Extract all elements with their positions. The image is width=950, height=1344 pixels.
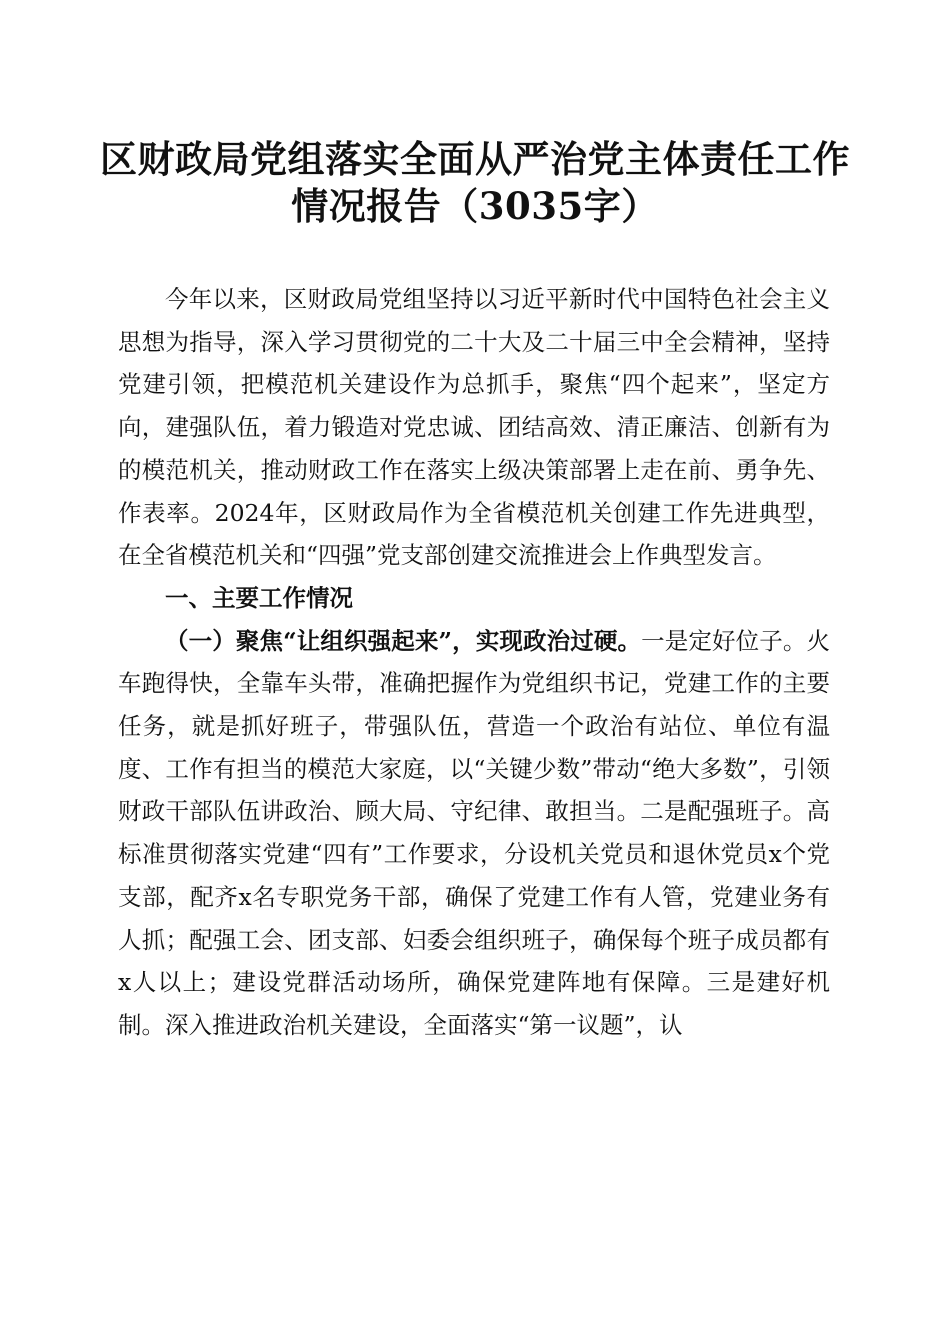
intro-paragraph: 今年以来，区财政局党组坚持以习近平新时代中国特色社会主义思想为指导，深入学习贯彻党的二十大及二十届三中全会精神，坚持党建引领，把模范机关建设作为总抓手，聚焦“四个起来”，坚定方向，建强队伍，着力锻造对党忠诚、团结高效、清正廉洁、创新有为的模范机关，推动财政工作在落实上级决策部署上走在前、勇争先、作表率。2024年，区财政局作为全省模范机关创建工作先进典型，在全省模范机关和“四强”党支部创建交流推进会上作典型发言。 — [118, 285, 830, 570]
title-line-1: 区财政局党组落实全面从严治党主体责任工作 — [100, 137, 850, 181]
document-title — [100, 136, 850, 230]
subsection-paragraph — [118, 620, 830, 1047]
subsection-heading: （一）聚焦“让组织强起来”，实现政治过硬。 — [165, 626, 642, 655]
document-body — [118, 278, 830, 1047]
subsection-body: 一是定好位子。火车跑得快，全靠车头带，准确把握作为党组织书记，党建工作的主要任务，就是抓好班子，带强队伍，营造一个政治有站位、单位有温度、工作有担当的模范大家庭，以“关键少数”带动“绝大多数”，引领财政干部队伍讲政治、顾大局、守纪律、敢担当。二是配强班子。高标准贯彻落实党建“四有”工作要求，分设机关党员和退休党员x个党支部，配齐x名专职党务干部，确保了党建工作有人管，党建业务有人抓；配强工会、团支部、妇委会组织班子，确保每个班子成员都有x人以上；建设党群活动场所，确保党建阵地有保障。三是建好机制。深入推进政治机关建设，全面落实“第一议题”，认 — [118, 626, 830, 1039]
section-heading: 一、主要工作情况 — [165, 583, 353, 612]
title-line-2: 情况报告（3035字） — [291, 184, 659, 228]
